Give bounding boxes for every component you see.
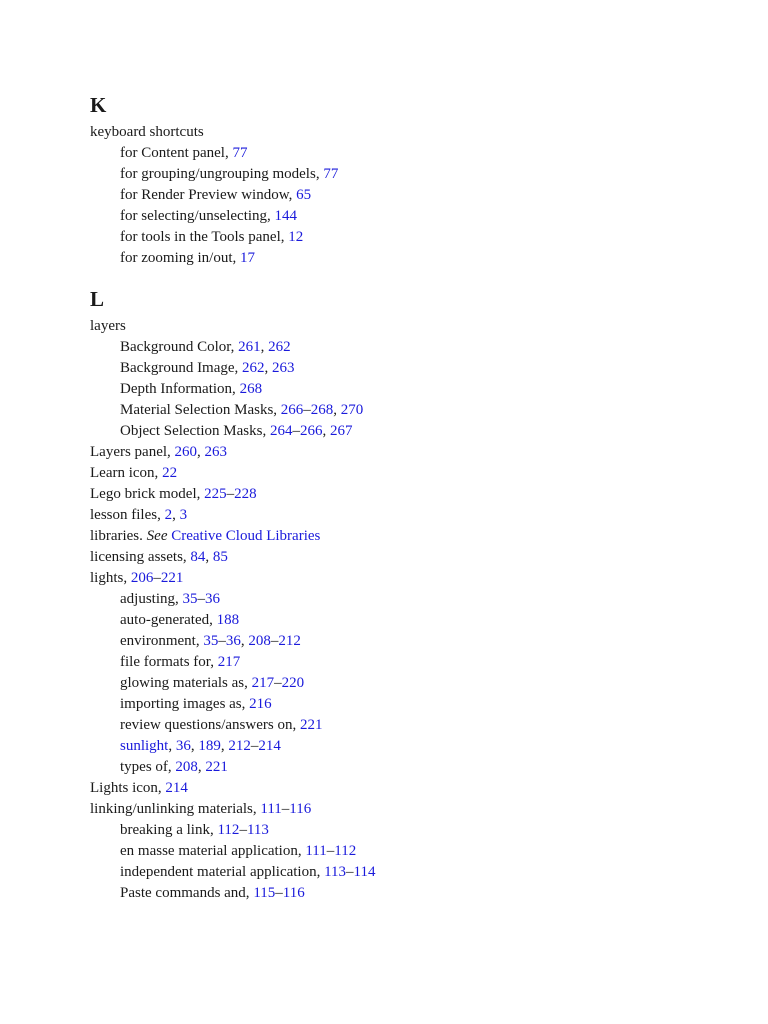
page-number-link[interactable]: 36 xyxy=(225,633,241,649)
index-subentry xyxy=(90,631,730,652)
entry-text: , xyxy=(333,402,341,418)
index-subentry xyxy=(90,379,730,400)
entry-text: breaking a link, xyxy=(120,822,218,838)
entry-text: , xyxy=(172,507,180,523)
index-entry xyxy=(90,484,730,505)
index-subentry xyxy=(90,757,730,778)
page-number-link[interactable]: 264 xyxy=(269,423,293,439)
entry-text: – xyxy=(250,738,259,754)
page-number-link[interactable]: 206 xyxy=(130,570,154,586)
page-number-link[interactable]: 208 xyxy=(175,759,198,775)
cross-reference-link[interactable]: Creative Cloud Libraries xyxy=(171,528,321,544)
index-entry xyxy=(90,316,730,337)
entry-text: , xyxy=(205,549,213,565)
page-number-link[interactable]: 221 xyxy=(299,717,323,733)
page-number-link[interactable]: 267 xyxy=(329,423,353,439)
entry-text: lesson files, xyxy=(90,507,165,523)
page-number-link[interactable]: 266 xyxy=(299,423,323,439)
entry-text: environment, xyxy=(120,633,204,649)
page-number-link[interactable]: 2 xyxy=(164,507,173,523)
entry-text: Material Selection Masks, xyxy=(120,402,281,418)
entry-text: – xyxy=(326,843,335,859)
page-number-link[interactable]: 262 xyxy=(242,360,265,376)
page-number-link[interactable]: 263 xyxy=(272,360,295,376)
page-number-link[interactable]: 84 xyxy=(190,549,206,565)
entry-text: en masse material application, xyxy=(120,843,306,859)
page-number-link[interactable]: 262 xyxy=(268,339,291,355)
entry-text: glowing materials as, xyxy=(120,675,252,691)
entry-text: – xyxy=(303,402,311,418)
index-subentry xyxy=(90,673,730,694)
entry-text: Paste commands and, xyxy=(120,885,254,901)
page-number-link[interactable]: 116 xyxy=(289,801,312,817)
index-subentry xyxy=(90,143,730,164)
page-number-link[interactable]: 261 xyxy=(238,339,261,355)
page-number-link[interactable]: 216 xyxy=(249,696,272,712)
entry-text: review questions/answers on, xyxy=(120,717,300,733)
index-subentry xyxy=(90,883,730,904)
entry-text: , xyxy=(190,738,199,754)
section-letter-heading: K xyxy=(90,93,107,117)
cross-reference-link[interactable]: sunlight xyxy=(120,738,169,754)
page-number-link[interactable]: 266 xyxy=(280,402,304,418)
index-subentry xyxy=(90,337,730,358)
index-subentry xyxy=(90,820,730,841)
page-number-link[interactable]: 144 xyxy=(274,208,298,224)
entry-text: independent material application, xyxy=(120,864,325,880)
index-section xyxy=(90,286,730,904)
index-subentry xyxy=(90,715,730,736)
page-number-link[interactable]: 77 xyxy=(232,145,248,161)
page-number-link[interactable]: 85 xyxy=(212,549,228,565)
page-number-link[interactable]: 212 xyxy=(228,738,251,754)
page-number-link[interactable]: 116 xyxy=(282,885,305,901)
entry-text: lights, xyxy=(90,570,131,586)
page-number-link[interactable]: 214 xyxy=(258,738,281,754)
entry-text: , xyxy=(168,738,176,754)
entry-text: libraries. xyxy=(90,528,147,544)
index-entry xyxy=(90,122,730,143)
entry-text: – xyxy=(274,675,282,691)
entry-text: for Content panel, xyxy=(120,145,233,161)
page-number-link[interactable]: 228 xyxy=(234,486,257,502)
index-entry xyxy=(90,463,730,484)
page-number-link[interactable]: 112 xyxy=(217,822,240,838)
page-number-link[interactable]: 22 xyxy=(162,465,178,481)
page-number-link[interactable]: 260 xyxy=(174,444,198,460)
page-number-link[interactable]: 111 xyxy=(260,801,282,817)
entry-text: file formats for, xyxy=(120,654,218,670)
entry-text: adjusting, xyxy=(120,591,183,607)
page-number-link[interactable]: 111 xyxy=(305,843,327,859)
page-number-link[interactable]: 221 xyxy=(160,570,184,586)
entry-text: Learn icon, xyxy=(90,465,163,481)
entry-text: , xyxy=(197,759,206,775)
section-letter-heading: L xyxy=(90,287,105,311)
page-number-link[interactable]: 35 xyxy=(203,633,219,649)
page-number-link[interactable]: 217 xyxy=(251,675,275,691)
entry-text: Background Color, xyxy=(120,339,239,355)
page-number-link[interactable]: 188 xyxy=(216,612,240,628)
index-subentry xyxy=(90,736,730,757)
page-number-link[interactable]: 17 xyxy=(240,250,255,266)
entry-text: – xyxy=(292,423,300,439)
index-page xyxy=(90,92,730,904)
index-subentry xyxy=(90,694,730,715)
page-number-link[interactable]: 268 xyxy=(310,402,334,418)
page-number-link[interactable]: 36 xyxy=(205,591,220,607)
entry-text: for selecting/unselecting, xyxy=(120,208,275,224)
index-subentry xyxy=(90,206,730,227)
entry-text: Depth Information, xyxy=(120,381,240,397)
index-subentry xyxy=(90,400,730,421)
entry-text: for zooming in/out, xyxy=(120,250,240,266)
entry-text: – xyxy=(270,633,279,649)
entry-text: importing images as, xyxy=(120,696,250,712)
index-subentry xyxy=(90,421,730,442)
entry-text: layers xyxy=(90,318,126,334)
index-subentry xyxy=(90,610,730,631)
index-entry xyxy=(90,778,730,799)
index-entry xyxy=(90,505,730,526)
page-number-link[interactable]: 77 xyxy=(323,166,339,182)
index-subentry xyxy=(90,652,730,673)
entry-text: – xyxy=(346,864,354,880)
entry-text: Lego brick model, xyxy=(90,486,205,502)
page-number-link[interactable]: 113 xyxy=(324,864,347,880)
entry-text: for grouping/ungrouping models, xyxy=(120,166,324,182)
entry-text: , xyxy=(264,360,273,376)
entry-text: Lights icon, xyxy=(90,780,166,796)
page-number-link[interactable]: 263 xyxy=(204,444,228,460)
entry-text: for Render Preview window, xyxy=(120,187,297,203)
see-reference-label: See xyxy=(146,528,168,544)
page-number-link[interactable]: 114 xyxy=(353,864,376,880)
index-subentry xyxy=(90,358,730,379)
page-number-link[interactable]: 112 xyxy=(334,843,357,859)
page-number-link[interactable]: 270 xyxy=(340,402,364,418)
page-number-link[interactable]: 217 xyxy=(217,654,241,670)
entry-text: , xyxy=(240,633,249,649)
entry-text: – xyxy=(281,801,290,817)
entry-text: for tools in the Tools panel, xyxy=(120,229,289,245)
index-entry xyxy=(90,568,730,589)
entry-text: – xyxy=(226,486,235,502)
index-subentry xyxy=(90,227,730,248)
page-number-link[interactable]: 65 xyxy=(296,187,312,203)
entry-text: Layers panel, xyxy=(90,444,175,460)
entry-text: auto-generated, xyxy=(120,612,217,628)
page-number-link[interactable]: 189 xyxy=(198,738,221,754)
page-number-link[interactable]: 212 xyxy=(278,633,301,649)
page-number-link[interactable]: 214 xyxy=(165,780,188,796)
index-subentry xyxy=(90,185,730,206)
entry-text: keyboard shortcuts xyxy=(90,124,204,140)
page-number-link[interactable]: 36 xyxy=(175,738,191,754)
entry-text: – xyxy=(197,591,205,607)
page-number-link[interactable]: 113 xyxy=(246,822,269,838)
entry-text: types of, xyxy=(120,759,176,775)
entry-text: , xyxy=(322,423,330,439)
entry-text: Background Image, xyxy=(120,360,243,376)
page-number-link[interactable]: 35 xyxy=(182,591,198,607)
page-number-link[interactable]: 208 xyxy=(248,633,271,649)
page-number-link[interactable]: 12 xyxy=(288,229,304,245)
entry-text: , xyxy=(197,444,205,460)
index-entry xyxy=(90,442,730,463)
page-number-link[interactable]: 221 xyxy=(205,759,228,775)
entry-text: , xyxy=(220,738,229,754)
index-section xyxy=(90,92,730,269)
page-number-link[interactable]: 225 xyxy=(204,486,227,502)
index-subentry xyxy=(90,589,730,610)
entry-text: – xyxy=(239,822,247,838)
entry-text: licensing assets, xyxy=(90,549,191,565)
entry-text: linking/unlinking materials, xyxy=(90,801,261,817)
entry-text: Object Selection Masks, xyxy=(120,423,270,439)
index-subentry xyxy=(90,841,730,862)
index-entry xyxy=(90,547,730,568)
page-number-link[interactable]: 268 xyxy=(239,381,263,397)
page-number-link[interactable]: 115 xyxy=(253,885,276,901)
index-subentry xyxy=(90,248,730,269)
entry-text: – xyxy=(153,570,161,586)
index-entry xyxy=(90,799,730,820)
index-entry xyxy=(90,526,730,547)
page-number-link[interactable]: 220 xyxy=(281,675,305,691)
entry-text: , xyxy=(260,339,269,355)
index-subentry xyxy=(90,862,730,883)
index-subentry xyxy=(90,164,730,185)
entry-text: – xyxy=(218,633,226,649)
entry-text: – xyxy=(275,885,283,901)
page-number-link[interactable]: 3 xyxy=(179,507,188,523)
